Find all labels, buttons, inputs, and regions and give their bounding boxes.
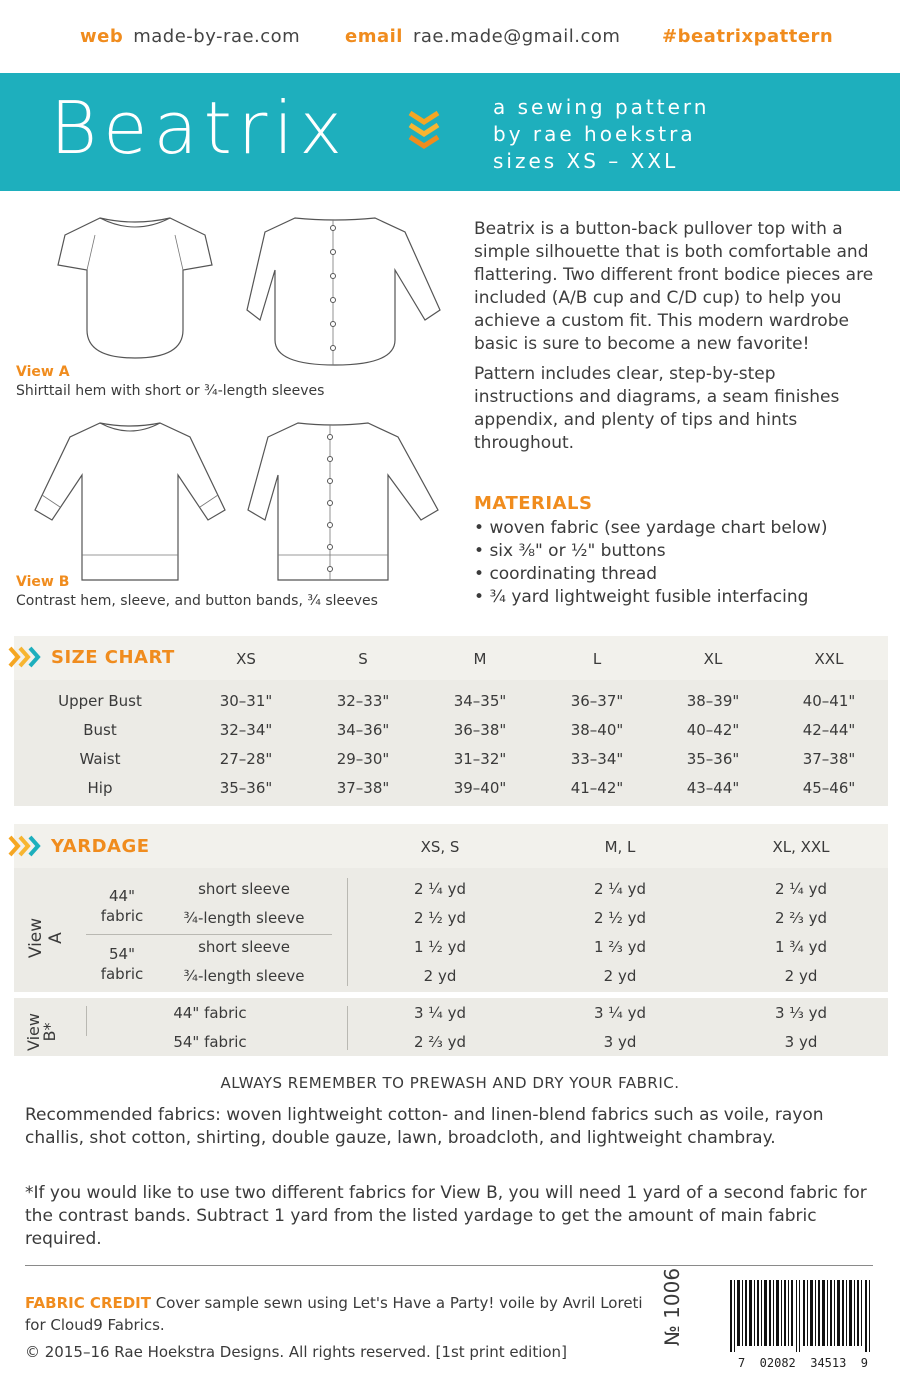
- size-cell: 41–42": [570, 779, 624, 797]
- size-column-header: M: [473, 650, 487, 668]
- sleeve-label: short sleeve: [198, 938, 290, 956]
- yardage-column-header: XS, S: [420, 838, 460, 856]
- yardage-heading: YARDAGE: [51, 836, 150, 857]
- yardage-cell: 2 ¼ yd: [413, 880, 467, 898]
- barcode-icon: [728, 1280, 878, 1360]
- size-cell: 27–28": [219, 750, 273, 768]
- pattern-subtitle: [493, 94, 709, 175]
- yardage-cell: 2 yd: [784, 967, 818, 985]
- chevrons-icon: [8, 835, 44, 857]
- divider: [347, 878, 348, 986]
- size-chart-heading: SIZE CHART: [51, 647, 175, 668]
- size-cell: 30–31": [219, 692, 273, 710]
- yardage-cell: 1 ¾ yd: [774, 938, 828, 956]
- chevron-logo-icon: [408, 110, 440, 150]
- subtitle-line: sizes XS – XXL: [493, 149, 679, 173]
- size-row-label: Waist: [79, 750, 121, 768]
- chevrons-icon: [8, 646, 44, 668]
- size-column-header: XS: [236, 650, 256, 668]
- size-cell: 35–36": [219, 779, 273, 797]
- yardage-cell: 2 ⅔ yd: [413, 1033, 467, 1051]
- fabric-credit-text: Cover sample sewn using Let's Have a Party! voile by Avril Loreti for Cloud9 Fabrics.: [25, 1294, 643, 1334]
- prewash-note: ALWAYS REMEMBER TO PREWASH AND DRY YOUR FABRIC.: [220, 1074, 680, 1092]
- pattern-title: Beatrix: [50, 86, 349, 170]
- barcode-digits: 7 02082 34513 9: [737, 1356, 869, 1370]
- recommended-fabrics: Recommended fabrics: woven lightweight cotton- and linen-blend fabrics such as voile, rayon challis, shot cotton, shirting, double gauze, lawn, broadcloth, and lightweight chambray.: [25, 1105, 824, 1148]
- materials-list: [474, 517, 827, 609]
- pattern-number: № 1006: [660, 1267, 684, 1346]
- view-a-front-drawing: [55, 210, 215, 365]
- materials-heading: MATERIALS: [474, 493, 593, 514]
- fabric-width-label: 44" fabric: [100, 887, 144, 925]
- copyright: © 2015–16 Rae Hoekstra Designs. All rights reserved. [1st print edition]: [25, 1343, 567, 1361]
- yardage-column-header: XL, XXL: [772, 838, 830, 856]
- size-cell: 42–44": [802, 721, 856, 739]
- sleeve-label: ¾-length sleeve: [183, 967, 305, 985]
- pattern-description: [474, 218, 874, 462]
- size-cell: 39–40": [453, 779, 507, 797]
- subtitle-line: a sewing pattern: [493, 95, 710, 119]
- size-cell: 38–39": [686, 692, 740, 710]
- size-cell: 40–41": [802, 692, 856, 710]
- yardage-cell: 2 yd: [423, 967, 457, 985]
- size-column-header: S: [358, 650, 368, 668]
- hashtag[interactable]: #beatrixpattern: [662, 26, 834, 47]
- description-paragraph: Pattern includes clear, step-by-step instructions and diagrams, a seam finishes appendix, and plenty of tips and hints throughout.: [474, 364, 840, 453]
- size-cell: 29–30": [336, 750, 390, 768]
- yardage-cell: 2 ¼ yd: [774, 880, 828, 898]
- divider: [347, 1006, 348, 1050]
- size-column-header: L: [592, 650, 602, 668]
- description-paragraph: Beatrix is a button-back pullover top with a simple silhouette that is both comfortable and flattering. Two different front bodice pieces are included (A/B cup and C/D cup) to help you achieve a custom fit. This modern wardrobe basic is sure to become a new favorite!: [474, 219, 874, 354]
- list-item: • six ⅜" or ½" buttons: [474, 540, 827, 563]
- fabric-width-label: 54" fabric: [173, 1033, 247, 1051]
- footer-divider: [25, 1265, 873, 1266]
- list-item: • ¾ yard lightweight fusible interfacing: [474, 586, 827, 609]
- size-column-header: XL: [703, 650, 723, 668]
- yardage-cell: 3 yd: [784, 1033, 818, 1051]
- web-label: web: [80, 26, 124, 47]
- fabric-credit: [25, 1292, 665, 1336]
- view-a-back-drawing: [245, 210, 445, 370]
- size-cell: 45–46": [802, 779, 856, 797]
- size-cell: 37–38": [336, 779, 390, 797]
- view-b-front-drawing: [30, 415, 230, 585]
- divider: [86, 1006, 87, 1036]
- size-row-label: Upper Bust: [58, 692, 142, 710]
- sleeve-label: ¾-length sleeve: [183, 909, 305, 927]
- yardage-cell: 3 ¼ yd: [593, 1004, 647, 1022]
- size-column-header: XXL: [814, 650, 844, 668]
- contrast-fabric-note: *If you would like to use two different fabrics for View B, you will need 1 yard of a second fabric for the contrast bands. Subtract 1 yard from the listed yardage to get the amount of main fabric required.: [25, 1183, 867, 1249]
- yardage-cell: 2 ½ yd: [413, 909, 467, 927]
- size-cell: 40–42": [686, 721, 740, 739]
- yardage-cell: 2 yd: [603, 967, 637, 985]
- view-b-description: Contrast hem, sleeve, and button bands, ¾ sleeves: [16, 593, 378, 609]
- view-a-row-label: View A: [26, 917, 66, 959]
- size-cell: 31–32": [453, 750, 507, 768]
- fabric-width-label: 44" fabric: [173, 1004, 247, 1022]
- email-label: email: [345, 26, 403, 47]
- list-item: • coordinating thread: [474, 563, 827, 586]
- yardage-cell: 2 ⅔ yd: [774, 909, 828, 927]
- view-b-label: View B: [16, 574, 70, 590]
- yardage-cell: 3 ¼ yd: [413, 1004, 467, 1022]
- view-a-label: View A: [16, 364, 70, 380]
- yardage-cell: 2 ¼ yd: [593, 880, 647, 898]
- yardage-cell: 2 ½ yd: [593, 909, 647, 927]
- web-value[interactable]: made-by-rae.com: [133, 26, 301, 47]
- size-cell: 34–36": [336, 721, 390, 739]
- size-cell: 38–40": [570, 721, 624, 739]
- yardage-cell: 1 ⅔ yd: [593, 938, 647, 956]
- email-contact: [345, 26, 620, 47]
- size-cell: 35–36": [686, 750, 740, 768]
- size-cell: 36–38": [453, 721, 507, 739]
- fabric-credit-label: FABRIC CREDIT: [25, 1294, 151, 1312]
- size-cell: 34–35": [453, 692, 507, 710]
- yardage-cell: 1 ½ yd: [413, 938, 467, 956]
- subtitle-line: by rae hoekstra: [493, 122, 696, 146]
- email-value[interactable]: rae.made@gmail.com: [412, 26, 621, 47]
- yardage-cell: 3 ⅓ yd: [774, 1004, 828, 1022]
- view-b-row-label: View B*: [24, 1013, 59, 1051]
- yardage-column-header: M, L: [604, 838, 636, 856]
- view-b-back-drawing: [243, 415, 443, 585]
- size-cell: 32–34": [219, 721, 273, 739]
- size-row-label: Hip: [87, 779, 113, 797]
- view-a-description: Shirttail hem with short or ¾-length sleeves: [16, 383, 325, 399]
- yardage-cell: 3 yd: [603, 1033, 637, 1051]
- web-contact: [80, 26, 300, 47]
- size-cell: 37–38": [802, 750, 856, 768]
- list-item: • woven fabric (see yardage chart below): [474, 517, 827, 540]
- size-cell: 43–44": [686, 779, 740, 797]
- fabric-width-label: 54" fabric: [100, 945, 144, 983]
- size-row-label: Bust: [83, 721, 117, 739]
- sleeve-label: short sleeve: [198, 880, 290, 898]
- size-cell: 33–34": [570, 750, 624, 768]
- divider: [86, 934, 332, 935]
- size-cell: 32–33": [336, 692, 390, 710]
- size-cell: 36–37": [570, 692, 624, 710]
